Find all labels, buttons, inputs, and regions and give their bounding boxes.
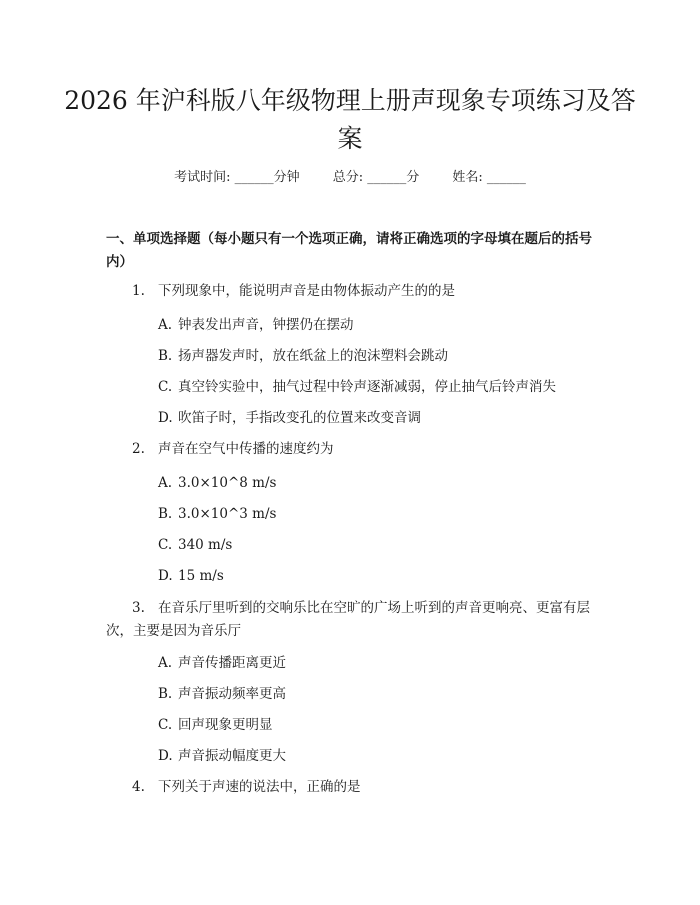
option-letter: C. [158, 717, 173, 733]
q3-option-a [158, 653, 286, 673]
page-title: 2026 年沪科版八年级物理上册声现象专项练习及答案 [64, 86, 636, 153]
q1-option-a [158, 315, 354, 335]
option-text: 真空铃实验中，抽气过程中铃声逐渐减弱，停止抽气后铃声消失 [178, 379, 556, 395]
option-letter: C. [158, 537, 173, 553]
question-text: 下列现象中，能说明声音是由物体振动产生的的是 [158, 283, 455, 299]
exam-meta [0, 168, 700, 188]
question-text: 下列关于声速的说法中，正确的是 [158, 779, 361, 795]
question-4 [132, 776, 361, 799]
q1-option-b [158, 346, 448, 366]
time-unit: 分钟 [273, 170, 300, 185]
option-letter: D. [158, 410, 173, 426]
option-letter: B. [158, 686, 173, 702]
q3-option-d [158, 746, 286, 766]
score-blank: ______ [367, 170, 407, 185]
option-letter: B. [158, 506, 173, 522]
question-text: 声音在空气中传播的速度约为 [158, 441, 334, 457]
name-blank: ______ [486, 170, 526, 185]
option-text: 声音振动幅度更大 [178, 748, 286, 764]
option-text: 3.0×10^8 m/s [178, 475, 277, 491]
question-number: 4. [132, 779, 145, 795]
option-text: 钟表发出声音，钟摆仍在摆动 [178, 317, 354, 333]
q3-option-c [158, 715, 273, 735]
option-letter: A. [158, 317, 173, 333]
option-text: 扬声器发声时，放在纸盆上的泡沫塑料会跳动 [178, 348, 448, 364]
option-text: 声音振动频率更高 [178, 686, 286, 702]
q3-option-b [158, 684, 286, 704]
q2-option-b [158, 504, 276, 524]
q2-option-d [158, 566, 224, 586]
option-text: 340 m/s [178, 537, 233, 553]
option-text: 3.0×10^3 m/s [178, 506, 277, 522]
option-text: 回声现象更明显 [178, 717, 273, 733]
option-letter: A. [158, 475, 173, 491]
q1-option-c [158, 377, 556, 397]
score-label: 总分: [332, 170, 364, 185]
option-letter: B. [158, 348, 173, 364]
option-text: 声音传播距离更近 [178, 655, 286, 671]
option-letter: D. [158, 568, 173, 584]
option-letter: D. [158, 748, 173, 764]
question-2 [132, 438, 334, 461]
option-letter: C. [158, 379, 173, 395]
question-1 [132, 280, 455, 303]
q1-option-d [158, 408, 421, 428]
section-heading: 一、单项选择题（每小题只有一个选项正确，请将正确选项的字母填在题后的括号内） [106, 231, 592, 270]
q2-option-c [158, 535, 232, 555]
time-label: 考试时间: [174, 170, 231, 185]
option-text: 15 m/s [178, 568, 224, 584]
question-text-line1: 在音乐厅里听到的交响乐比在空旷的广场上听到的声音更响亮、更富有层 [158, 600, 590, 616]
question-3-continued [106, 620, 241, 643]
option-letter: A. [158, 655, 173, 671]
question-text-line2: 次，主要是因为音乐厅 [106, 623, 241, 639]
score-unit: 分 [406, 170, 420, 185]
question-3 [132, 597, 602, 620]
time-blank: ______ [234, 170, 274, 185]
question-number: 3. [132, 600, 145, 616]
question-number: 2. [132, 441, 145, 457]
name-label: 姓名: [452, 170, 483, 185]
question-number: 1. [132, 283, 145, 299]
q2-option-a [158, 473, 276, 493]
option-text: 吹笛子时，手指改变孔的位置来改变音调 [178, 410, 421, 426]
